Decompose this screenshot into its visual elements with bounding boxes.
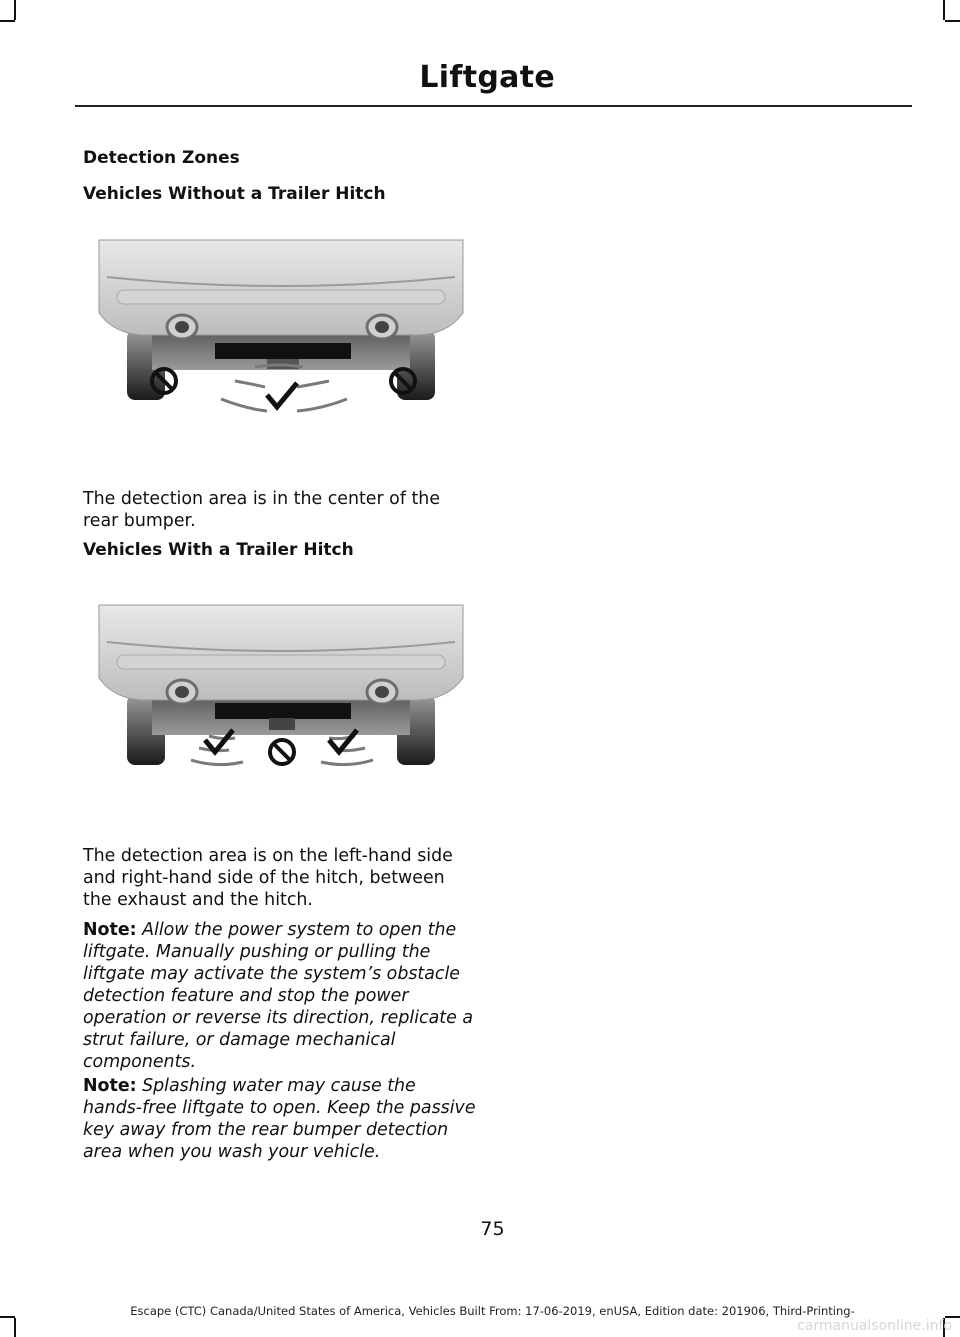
detection-zones-heading: Detection Zones bbox=[83, 148, 240, 168]
detection-waves-icon bbox=[221, 365, 347, 411]
bumper-figure-without-hitch bbox=[97, 235, 465, 425]
detection-zones-heading-wrap bbox=[83, 148, 478, 168]
crop-mark bbox=[943, 0, 945, 20]
crop-mark bbox=[0, 20, 15, 22]
note-block bbox=[83, 1075, 478, 1163]
with-hitch-heading-wrap bbox=[83, 540, 478, 560]
prohibited-icon bbox=[270, 740, 294, 764]
note-label: Note: bbox=[83, 920, 137, 940]
with-hitch-heading: Vehicles With a Trailer Hitch bbox=[83, 540, 354, 560]
with-hitch-text-wrap bbox=[83, 845, 478, 911]
without-hitch-text-wrap bbox=[83, 488, 478, 532]
note-block bbox=[83, 919, 478, 1073]
note-label: Note: bbox=[83, 1076, 137, 1096]
bumper-figure-with-hitch bbox=[97, 600, 465, 790]
note-text: Splashing water may cause the hands-free liftgate to open. Keep the passive key away from the rear bumper detection area when you wash your vehicle. bbox=[83, 1076, 476, 1162]
watermark: carmanualsonline.info bbox=[797, 1318, 952, 1334]
page-title: Liftgate bbox=[419, 60, 555, 95]
header-divider bbox=[75, 105, 912, 107]
without-hitch-heading-wrap bbox=[83, 184, 478, 204]
crop-mark bbox=[945, 20, 960, 22]
page-footer: Escape (CTC) Canada/United States of America, Vehicles Built From: 17-06-2019, enUSA, Edition date: 201906, Third-Printing- bbox=[130, 1304, 855, 1318]
crop-mark bbox=[14, 0, 16, 20]
checkmark-icon bbox=[267, 383, 297, 407]
page-number: 75 bbox=[480, 1218, 505, 1240]
without-hitch-heading: Vehicles Without a Trailer Hitch bbox=[83, 184, 386, 204]
note-text: Allow the power system to open the liftgate. Manually pushing or pulling the liftgate may activate the system’s obstacle detection feature and stop the power operation or reverse its direction, replicate a strut failure, or damage mechanical components. bbox=[83, 920, 473, 1072]
with-hitch-text: The detection area is on the left-hand side and right-hand side of the hitch, between the exhaust and the hitch. bbox=[83, 846, 453, 910]
without-hitch-text: The detection area is in the center of the rear bumper. bbox=[83, 489, 441, 531]
note-paragraph bbox=[83, 1075, 478, 1163]
note-paragraph bbox=[83, 919, 478, 1073]
crop-mark bbox=[14, 1318, 16, 1337]
